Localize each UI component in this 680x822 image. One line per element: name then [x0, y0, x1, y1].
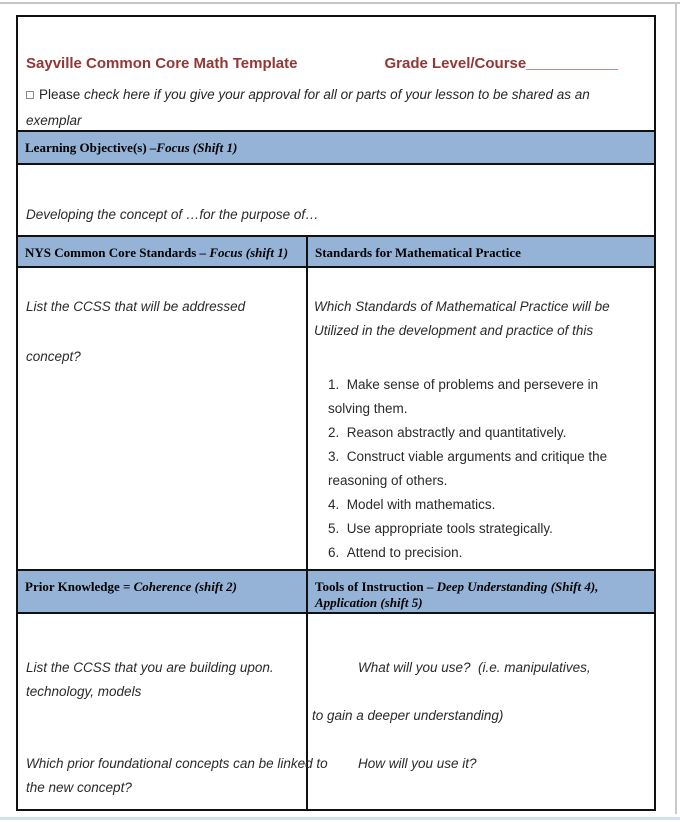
prior-knowledge-header-cell	[18, 571, 308, 612]
practice-list-item: Make sense of problems and persevere in solving them.	[328, 377, 602, 416]
nys-standards-header-cell	[18, 237, 308, 266]
standards-body-row	[18, 266, 654, 569]
approval-line	[18, 73, 654, 134]
learning-objective-header	[18, 130, 654, 163]
prior-para2-line1: Which prior foundational concepts can be linked to	[26, 756, 328, 771]
prior-knowledge-body	[18, 614, 328, 800]
learning-objective-body: Developing the concept of …for the purpose of…	[26, 207, 319, 222]
math-practice-heading	[308, 237, 654, 261]
prior-knowledge-body-cell	[18, 614, 328, 809]
heading-bold: Standards for Mathematical Practice	[315, 245, 521, 260]
tools-body-cell	[308, 614, 654, 809]
screenshot-top-edge	[0, 2, 680, 4]
standards-header-row	[18, 235, 654, 266]
prior-para2-line2: the new concept?	[26, 780, 132, 795]
tools-heading	[308, 571, 654, 611]
ccss-prompt-line1: List the CCSS that will be addressed	[26, 299, 246, 314]
practice-intro-line2: Utilized in the development and practice of this	[314, 323, 594, 338]
practice-list-item: Use appropriate tools strategically.	[346, 521, 553, 536]
prior-knowledge-header-row	[18, 569, 654, 612]
lesson-template-table	[16, 15, 656, 811]
learning-objective-body-row	[18, 163, 654, 235]
header-row	[18, 17, 654, 130]
tools-question1-cont: to gain a deeper understanding)	[312, 708, 504, 723]
practice-list-item: Attend to precision.	[346, 545, 463, 560]
practice-list-item: Model with mathematics.	[346, 497, 496, 512]
practice-list-item: Construct viable arguments and critique the reasoning of others.	[328, 449, 611, 488]
prior-para2	[26, 752, 348, 800]
math-practice-body	[308, 268, 654, 565]
heading-bold: Tools of Instruction –	[315, 579, 437, 594]
practice-list	[328, 373, 636, 565]
nys-standards-heading	[18, 237, 306, 261]
prior-knowledge-heading	[18, 571, 306, 595]
heading-bold: Learning Objective(s)	[25, 140, 150, 155]
tools-question2: How will you use it?	[358, 756, 477, 771]
approval-text: check here if you give your approval for all or parts of your lesson to be shared as an exemplar	[26, 87, 590, 128]
ccss-prompt-line2: concept?	[26, 349, 81, 364]
heading-italic: Focus (shift 1)	[209, 245, 289, 260]
math-practice-body-cell	[308, 268, 654, 569]
heading-italic: –Focus (Shift 1)	[149, 140, 238, 155]
title-line	[18, 17, 654, 73]
approval-prefix: Please	[39, 87, 85, 102]
screenshot-bottom-edge	[0, 817, 680, 820]
heading-bold: NYS Common Core Standards –	[25, 245, 210, 260]
practice-list-item: Reason abstractly and quantitatively.	[346, 425, 567, 440]
page-title: Sayville Common Core Math Template	[26, 55, 298, 72]
tools-body	[308, 614, 654, 776]
practice-intro-line1: Which Standards of Mathematical Practice will be	[314, 299, 610, 314]
ccss-prompt	[18, 268, 306, 369]
tools-question1: What will you use? (i.e. manipulatives,	[358, 660, 591, 675]
learning-objective-heading	[18, 132, 654, 156]
grade-level-blank: Grade Level/Course___________	[384, 55, 618, 72]
prior-knowledge-body-row	[18, 612, 654, 809]
screenshot-right-edge	[675, 2, 677, 814]
heading-italic: Deep Understanding (Shift 4), Application (shift 5)	[315, 579, 599, 610]
prior-para1-line1: List the CCSS that you are building upon.	[26, 660, 274, 675]
tools-header-cell	[308, 571, 654, 612]
math-practice-header-cell	[308, 237, 654, 266]
heading-bold: Prior Knowledge =	[25, 579, 134, 594]
prior-para1-line2: technology, models	[26, 684, 142, 699]
approval-checkbox[interactable]	[26, 91, 34, 99]
nys-standards-body-cell	[18, 268, 308, 569]
heading-italic: Coherence (shift 2)	[133, 579, 237, 594]
